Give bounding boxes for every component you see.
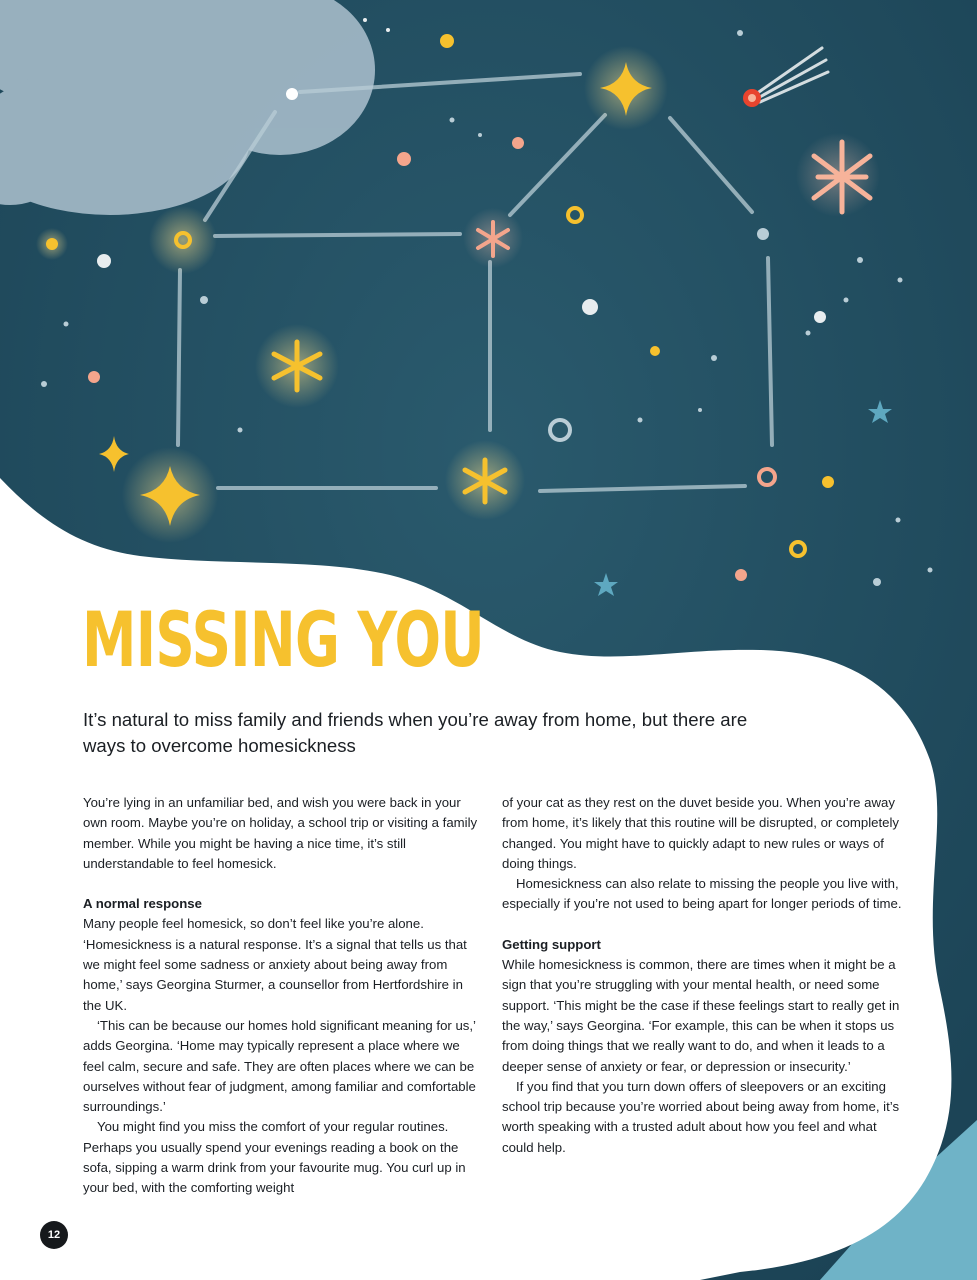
body-paragraph: Homesickness can also relate to missing the people you live with, especially if you’re not used to being apart for longer periods of time.: [502, 876, 902, 912]
right-column: [502, 793, 902, 1158]
page-number-badge: 12: [40, 1221, 68, 1249]
left-column: [83, 793, 483, 1199]
article-title: MISSING YOU: [82, 595, 485, 684]
body-paragraph: of your cat as they rest on the duvet beside you. When you’re away from home, it’s likely that this routine will be disrupted, or completely changed. You might have to quickly adapt to new rules or ways of doing things.: [502, 795, 900, 871]
intro-paragraph: You’re lying in an unfamiliar bed, and wish you were back in your own room. Maybe you’re on holiday, a school trip or visiting a family member. While you might be having a nice time, it’s still understandable to feel homesick.: [83, 795, 478, 871]
body-paragraph: You might find you miss the comfort of your regular routines. Perhaps you usually spend your evenings reading a book on the sofa, sipping a warm drink from your favourite mug. You curl up in your bed, with the comforting weight: [83, 1119, 466, 1196]
article-subtitle: It’s natural to miss family and friends when you’re away from home, but there are ways to overcome homesickness: [83, 709, 748, 756]
body-paragraph: While homesickness is common, there are times when it might be a sign that you’re struggling with your mental health, or need some support. ‘This might be the case if these feelings start to really get in the way,’ says Georgina. ‘For example, this can be when it stops us from doing things that we really want to do, and when it leads to a deeper sense of anxiety or fear, or depression or insecurity.’: [502, 957, 900, 1074]
body-paragraph: If you find that you turn down offers of sleepovers or an exciting school trip because you’re worried about being away from home, it’s worth speaking with a trusted adult about how you feel and what could help.: [502, 1078, 900, 1155]
body-paragraph: ‘This can be because our homes hold significant meaning for us,’ adds Georgina. ‘Home may typically represent a place where we feel calm, secure and safe. They are often places where we can be ourselves without fear of judgment, among familiar and comfortable surroundings.’: [83, 1017, 476, 1115]
body-paragraph: Many people feel homesick, so don’t feel like you’re alone. ‘Homesickness is a natural response. It’s a signal that tells us that we might feel some sadness or anxiety about being away from home,’ says Georgina Sturmer, a counsellor from Hertfordshire in the UK.: [83, 916, 467, 1013]
section-heading-normal-response: A normal response: [83, 896, 202, 912]
section-heading-getting-support: Getting support: [502, 936, 601, 952]
